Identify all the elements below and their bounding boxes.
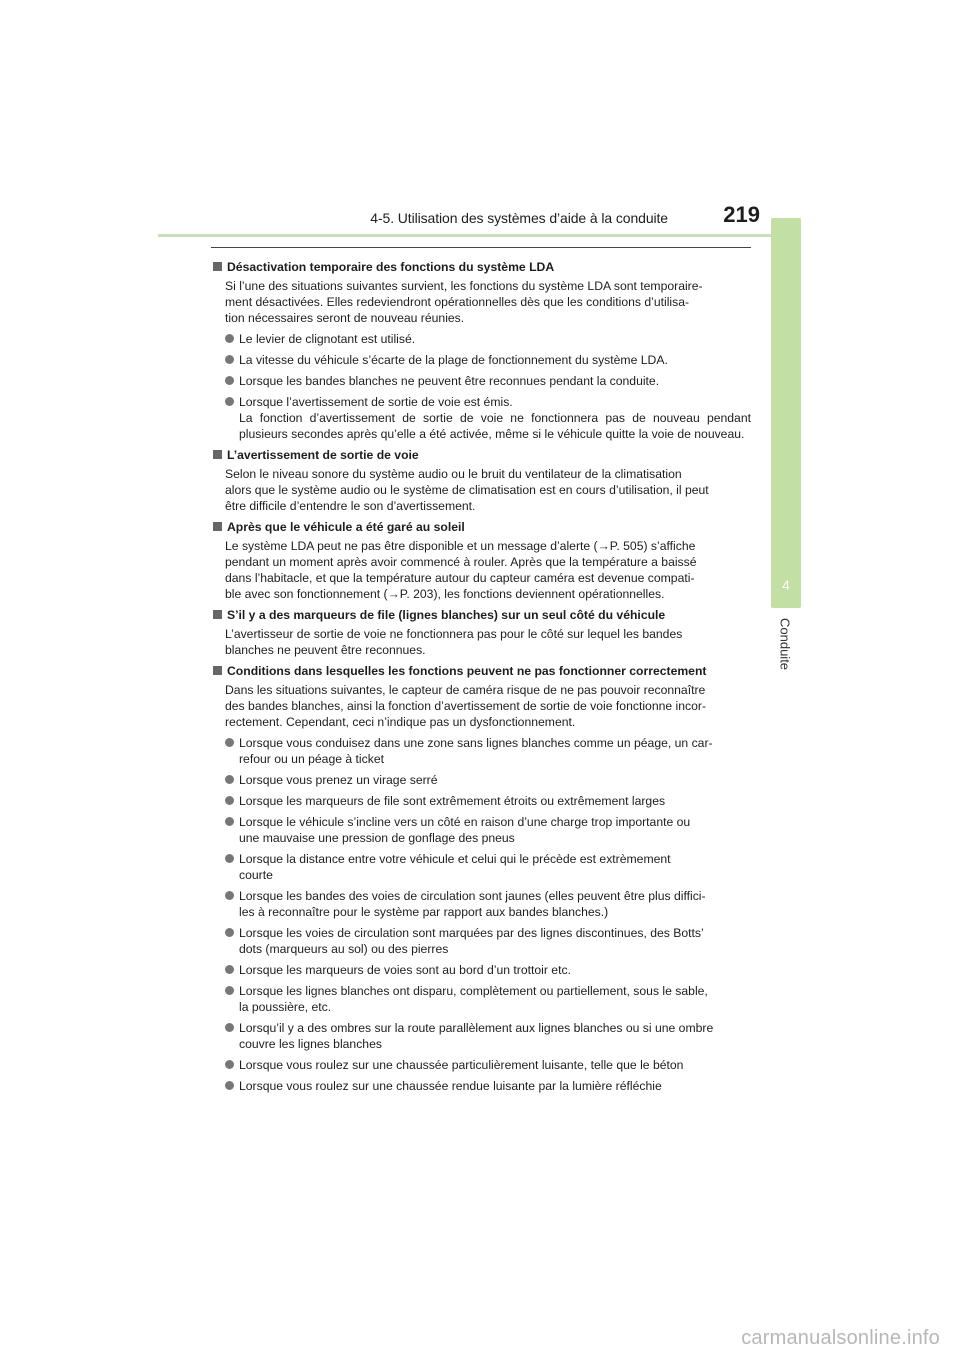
list-item-text: La vitesse du véhicule s’écarte de la plage de fonctionnement du système LDA. [239, 353, 668, 367]
section-paragraph: L’avertisseur de sortie de voie ne fonctionnera pas pour le côté sur lequel les bandes blanches ne peuvent être reconnues. [225, 627, 683, 657]
chapter-tab-box [771, 218, 801, 608]
bullet-dot-icon [225, 775, 234, 784]
list-item [225, 352, 751, 368]
section-heading [211, 259, 751, 275]
list-item [225, 925, 751, 957]
section-heading [211, 519, 751, 535]
section-heading-text: Désactivation temporaire des fonctions du système LDA [227, 260, 555, 274]
list-item-text: Lorsque les marqueurs de file sont extrêmement étroits ou extrêmement larges [239, 794, 666, 808]
square-bullet-icon [213, 666, 222, 675]
watermark: carmanualsonline.info [741, 1327, 940, 1349]
list-item-text: Lorsque les voies de circulation sont marquées par des lignes discontinues, des Botts’ dots (marqueurs au sol) ou des pierres [239, 926, 704, 956]
bullet-dot-icon [225, 355, 234, 364]
section-heading-text: Conditions dans lesquelles les fonctions peuvent ne pas fonctionner correctement [227, 664, 707, 678]
list-item-text: Lorsque les marqueurs de voies sont au bord d’un trottoir etc. [239, 963, 571, 977]
bullet-dot-icon [225, 891, 234, 900]
bullet-dot-icon [225, 334, 234, 343]
section-paragraph: Si l’une des situations suivantes survient, les fonctions du système LDA sont temporaire- ment désactivées. Elles redeviendront opérationnelles dès que les conditions d’utilisa- tion nécessaires seront de nouveau réunies. [225, 279, 703, 325]
list-item [225, 1057, 751, 1073]
list-item [225, 735, 751, 767]
bullet-dot-icon [225, 986, 234, 995]
list-item [225, 851, 751, 883]
section-heading [211, 663, 751, 679]
chapter-tab [771, 218, 801, 608]
section-title: 4-5. Utilisation des systèmes d’aide à la conduite [370, 210, 668, 226]
list-item [225, 793, 751, 809]
bullet-dot-icon [225, 397, 234, 406]
list-item [225, 331, 751, 347]
list-item [225, 962, 751, 978]
square-bullet-icon [213, 262, 222, 271]
list-item-text: Lorsque les bandes des voies de circulation sont jaunes (elles peuvent être plus diffici- les à reconnaître pour le système par rapport aux bandes blanches.) [239, 889, 706, 919]
list-item [225, 394, 751, 442]
bullet-dot-icon [225, 854, 234, 863]
list-item-text: Lorsque vous roulez sur une chaussée particulièrement luisante, telle que le béton [239, 1058, 684, 1072]
list-item [225, 888, 751, 920]
list-item-text: Lorsque vous prenez un virage serré [239, 773, 438, 787]
section-paragraph: Selon le niveau sonore du système audio ou le bruit du ventilateur de la climatisation alors que le système audio ou le système de climatisation est en cours d’utilisation, il peut être difficile d’entendre le son d’avertissement. [225, 467, 709, 513]
page-number: 219 [723, 202, 760, 227]
page-header [158, 200, 772, 237]
list-item-text: Lorsque le véhicule s’incline vers un côté en raison d’une charge trop importante ou une mauvaise une pression de gonflage des pneus [239, 815, 691, 845]
section [211, 447, 751, 514]
chapter-label: Conduite [777, 618, 793, 671]
list-item [225, 772, 751, 788]
section [211, 663, 751, 1094]
list-item-text: Lorsqu’il y a des ombres sur la route parallèlement aux lignes blanches ou si une ombre couvre les lignes blanches [239, 1021, 714, 1051]
bullet-dot-icon [225, 738, 234, 747]
list-item [225, 983, 751, 1015]
bullet-dot-icon [225, 817, 234, 826]
section-heading-text: S’il y a des marqueurs de file (lignes blanches) sur un seul côté du véhicule [227, 608, 666, 622]
bullet-dot-icon [225, 1023, 234, 1032]
list-item [225, 1078, 751, 1094]
section-heading-text: L’avertissement de sortie de voie [227, 448, 419, 462]
square-bullet-icon [213, 522, 222, 531]
list-item [225, 1020, 751, 1052]
bullet-dot-icon [225, 928, 234, 937]
section-paragraph: Le système LDA peut ne pas être disponible et un message d’alerte (→P. 505) s’affiche pendant un moment après avoir commencé à rouler. Après que la température a baissé dans l’habitacle, et que la température autour du capteur caméra est devenue compati- ble avec son fonctionnement (→P. 203), les fonctions deviennent opérationnelles. [225, 539, 697, 601]
bullet-list [211, 331, 751, 442]
list-item-text: Lorsque les lignes blanches ont disparu, complètement ou partiellement, sous le sable, la poussière, etc. [239, 984, 708, 1014]
chapter-number: 4 [782, 577, 790, 593]
square-bullet-icon [213, 610, 222, 619]
list-item-text: Le levier de clignotant est utilisé. [239, 332, 416, 346]
square-bullet-icon [213, 450, 222, 459]
bullet-dot-icon [225, 965, 234, 974]
bullet-dot-icon [225, 796, 234, 805]
section-heading-text: Après que le véhicule a été garé au soleil [227, 520, 465, 534]
list-item [225, 373, 751, 389]
bullet-dot-icon [225, 1060, 234, 1069]
section [211, 607, 751, 658]
list-item-text: Lorsque vous conduisez dans une zone sans lignes blanches comme un péage, un car- refour ou un péage à ticket [239, 736, 713, 766]
bullet-list [211, 735, 751, 1094]
list-item-text: Lorsque les bandes blanches ne peuvent être reconnues pendant la conduite. [239, 374, 660, 388]
list-item-text: Lorsque l’avertissement de sortie de voie est émis. La fonction d’avertissement de sortie de voie ne fonctionnera pas de nouveau pendant plusieurs secondes après qu’elle a été activée, même si le véhicule quitte la voie de nouveau. [239, 395, 751, 441]
section [211, 259, 751, 442]
content-area [211, 247, 751, 1099]
section [211, 519, 751, 602]
section-heading [211, 607, 751, 623]
list-item-text: Lorsque la distance entre votre véhicule et celui qui le précède est extrèmement courte [239, 852, 671, 882]
section-paragraph: Dans les situations suivantes, le capteur de caméra risque de ne pas pouvoir reconnaître des bandes blanches, ainsi la fonction d’avertissement de sortie de voie fonctionne incor- rectement. Cependant, ceci n’indique pas un dysfonctionnement. [225, 683, 707, 729]
list-item-text: Lorsque vous roulez sur une chaussée rendue luisante par la lumière réfléchie [239, 1079, 662, 1093]
bullet-dot-icon [225, 1081, 234, 1090]
list-item [225, 814, 751, 846]
bullet-dot-icon [225, 376, 234, 385]
section-heading [211, 447, 751, 463]
